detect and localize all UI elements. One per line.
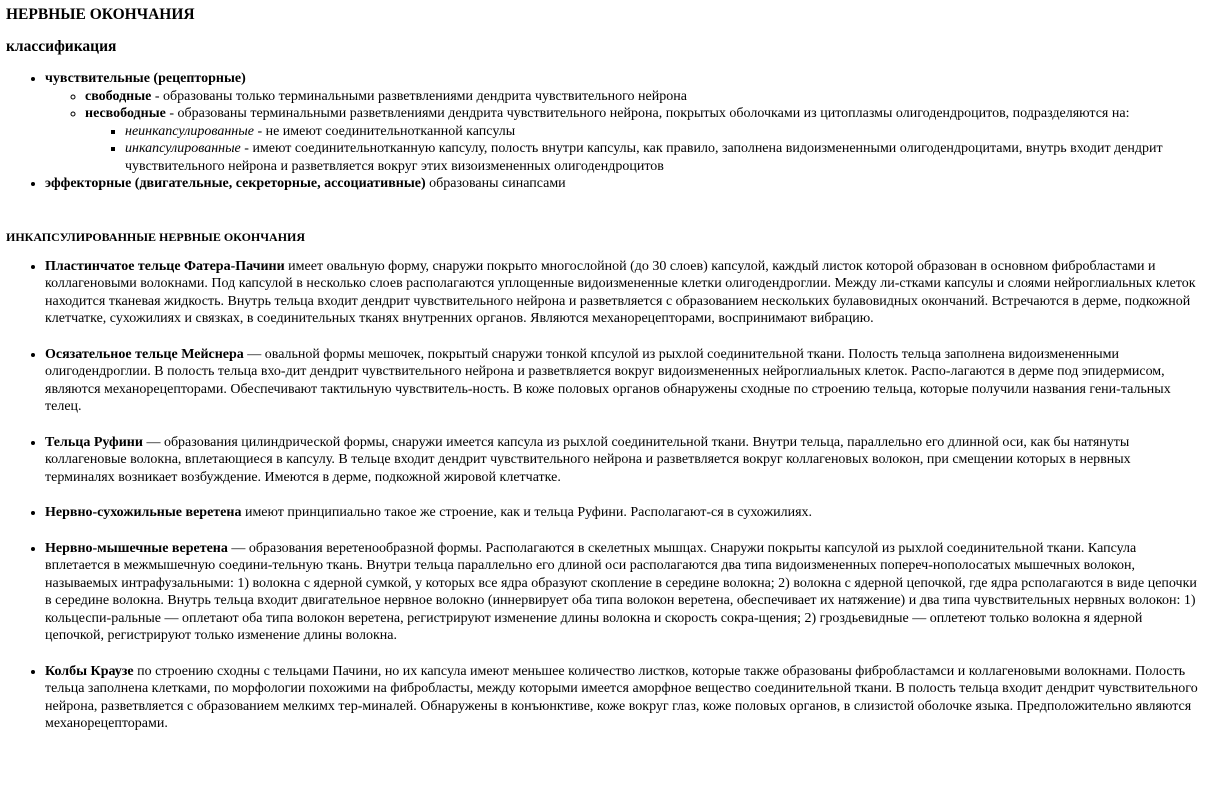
meissner-description: — овальной формы мешочек, покрытый снаружи тонкой кпсулой из рыхлой соединительной ткани. Полость тельца заполнена видоизмененными олигодендроглии. В полость тельца вхо-дит дендрит чувствительного нейрона и разветвляется вокруг видоизмененных нейроглиальных клеток. Распо-лагаются в дерме под эпидермисом, являются механорецепторами. Обеспечивают тактильную чувствитель-ность. В коже половых органов обнаружены сходные по строению тельца, которые получили названия гени-тальных телец.	[45, 346, 1171, 414]
list-item-krause	[45, 663, 1203, 733]
list-item-sensory	[45, 70, 1203, 175]
list-item-meissner	[45, 346, 1203, 416]
list-item-ruffini	[45, 434, 1203, 487]
term-unencapsulated: неинкапсулированные	[125, 123, 254, 139]
term-pacini: Пластинчатое тельце Фатера-Пачини	[45, 258, 285, 274]
list-item-pacini	[45, 258, 1203, 328]
term-sensory: чувствительные (рецепторные)	[45, 71, 246, 86]
list-item-unencapsulated	[125, 123, 1195, 141]
term-encapsulated: инкапсулированные	[125, 141, 241, 156]
list-item-muscle-spindle	[45, 540, 1203, 645]
encapsulated-description: - имеют соединительнотканную капсулу, полость внутри капсулы, как правило, заполнена видоизмененными олигодендроцитами, внутрь входит дендрит чувствительного нейрона и разветвляется вокруг этих визоизмененных олигодендроцитов	[125, 141, 1163, 174]
encapsulated-endings-list	[6, 258, 1203, 733]
list-item-effector	[45, 175, 1203, 193]
classification-list	[6, 70, 1203, 193]
term-effector: эффекторные (двигательные, секреторные, ассоциативные)	[45, 176, 426, 191]
term-krause: Колбы Краузе	[45, 663, 134, 679]
list-item-encapsulated	[125, 140, 1195, 175]
term-meissner: Осязательное тельце Мейснера	[45, 346, 244, 362]
muscle-spindle-description: — образования веретенообразной формы. Располагаются в скелетных мышцах. Снаружи покрыты капсулой из рыхлой соединительной ткани. Капсула вплетается в межмышечную соедини-тельную ткань. Внутри тельца параллельно его длиной оси располагаются два типа видоизмененных попереч-нополосатых мышечных волокон, называемых интрафузальными: 1) волокна с ядерной сумкой, у которых все ядра образуют скопление в середине волокна; 2) волокна с ядерной цепочкой, где ядра рсполагаются в виде цепочки в середине волокна. Внутрь тельца входит двигательное нервное волокно (иннервирует оба типа волокон веретена, обеспечивает их натяжение) и два типа чувствительных нервных волокон: 1) кольцеспи-ральные — оплетают оба типа волокон веретена, регистрируют изменение длины волокна и скорость сокра-щения; 2) гроздьевидные — оплетеют только волокна я ядерной цепочкой, регистрируют только изменение длины волокна.	[45, 540, 1197, 643]
free-description: - образованы только терминальными разветвлениями дендрита чувствительного нейрона	[151, 88, 687, 104]
term-muscle-spindle: Нервно-мышечные веретена	[45, 540, 228, 556]
list-item-nonfree	[85, 105, 1199, 175]
pacini-description: имеет овальную форму, снаружи покрыто многослойной (до 30 слоев) капсулой, каждый листок которой образован в основном фибробластами и коллагеновыми волокнами. Под капсулой в несколько слоев располагаются уплощенные видоизмененные клетки олигодендроглии. Между ли-стками капсулы и слоями нейроглиальных клеток находится тканевая жидкость. Внутрь тельца входит дендрит чувствительного нейрона и разветвляется с образованием нескольких булавовидных окончаний. Встречаются в дерме, подкожной клетчатке, сухожилиях и связках, в соединительных тканях внутренних органов. Являются механорецепторами, воспринимают вибрацию.	[45, 258, 1196, 326]
classification-heading: классификация	[6, 38, 117, 55]
page-title: НЕРВНЫЕ ОКОНЧАНИЯ	[6, 6, 195, 23]
nonfree-description: - образованы терминальными разветвлениями дендрита чувствительного нейрона, покрытых оболочками из цитоплазмы олигодендроцитов, подразделяются на:	[165, 106, 1130, 121]
tendon-spindle-description: имеют принципиально такое же строение, как и тельца Руфини. Располагают-ся в сухожилиях.	[241, 505, 813, 520]
sensory-sublist	[45, 88, 1199, 176]
list-item-free	[85, 88, 1199, 106]
encapsulated-section-heading: ИНКАПСУЛИРОВАННЫЕ НЕРВНЫЕ ОКОНЧАНИЯ	[6, 229, 306, 244]
term-ruffini: Тельца Руфини	[45, 434, 143, 450]
list-item-tendon-spindle	[45, 504, 1203, 522]
term-tendon-spindle: Нервно-сухожильные веретена	[45, 505, 242, 520]
unencapsulated-description: - не имеют соединительнотканной капсулы	[253, 123, 516, 139]
krause-description: по строению сходны с тельцами Пачини, но их капсула имеют меньшее количество листков, которые также образованы фибробластамси и коллагеновыми волокнами. Полость тельца заполнена клетками, по морфологии похожими на фибробласты, между которыми имеется аморфное вещество соединительной ткани. В полость тельца входит дендрит чувствительного нейрона, разветвляется с образованием мелкимх тер-миналей. Обнаружены в конъюнктиве, коже вокруг глаз, коже половых органов, в слизистой оболочке языка. Предположительно являются механорецепторами.	[45, 663, 1198, 731]
term-free: свободные	[85, 88, 152, 104]
nonfree-sublist	[85, 123, 1195, 176]
effector-description: образованы синапсами	[425, 176, 566, 191]
ruffini-description: — образования цилиндрической формы, снаружи имеется капсула из рыхлой соединительной ткани. Внутри тельца, параллельно его длинной оси, как бы натянуты коллагеновые волокна, вплетающиеся в капсулу. В тельце входит дендрит чувствительного нейрона и разветвляется вокруг коллагеновых волокон, при смещении которых в нервных терминалях возникает возбуждение. Имеются в дерме, подкожной жировой клетчатке.	[45, 434, 1131, 485]
term-nonfree: несвободные	[85, 106, 166, 121]
